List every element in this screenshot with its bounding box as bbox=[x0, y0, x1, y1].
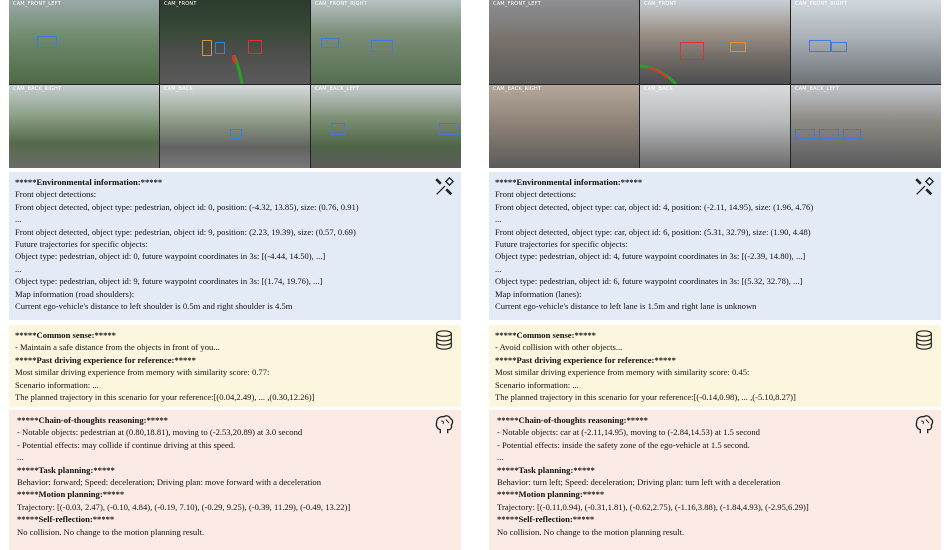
text-line: ... bbox=[495, 263, 502, 274]
text-line: *****Chain-of-thoughts reasoning:***** bbox=[497, 415, 648, 425]
text-line: Front object detections: bbox=[495, 189, 577, 200]
text-line: Front object detections: bbox=[15, 189, 97, 200]
text-line: ... bbox=[497, 452, 504, 463]
camera-view: CAM_FRONT_LEFT bbox=[489, 0, 639, 84]
text-line: *****Past driving experience for reference:***** bbox=[495, 354, 676, 365]
text-line: *****Task planning:***** bbox=[497, 464, 595, 475]
camera-view: CAM_BACK_LEFT bbox=[311, 85, 461, 168]
text-line: ... bbox=[15, 214, 22, 225]
example-left bbox=[9, 0, 461, 550]
text-line: Object type: pedestrian, object id: 4, future waypoint coordinates in 3s: [(-2.39, 14.80), ...] bbox=[495, 251, 806, 262]
camera-view: CAM_FRONT_RIGHT bbox=[791, 0, 941, 84]
camera-view: CAM_FRONT bbox=[160, 0, 310, 84]
database-icon bbox=[913, 329, 935, 351]
database-icon bbox=[433, 329, 455, 351]
common-sense-panel-right bbox=[489, 325, 941, 407]
tools-icon bbox=[433, 176, 455, 198]
text-line: ... bbox=[15, 263, 22, 274]
text-line: Object type: pedestrian, object id: 0, future waypoint coordinates in 3s: [(-4.44, 14.50), ...] bbox=[15, 251, 326, 262]
text-line: - Potential effects: inside the safety zone of the ego-vehicle at 1.5 second. bbox=[497, 439, 750, 450]
text-line: *****Past driving experience for reference:***** bbox=[15, 354, 196, 365]
text-line: Current ego-vehicle's distance to left shoulder is 0.5m and right shoulder is 4.5m bbox=[15, 301, 293, 312]
text-line: ... bbox=[495, 214, 502, 225]
text-line: *****Environmental information:***** bbox=[495, 177, 643, 187]
reasoning-panel-right bbox=[489, 410, 941, 550]
camera-view: CAM_BACK bbox=[160, 85, 310, 168]
camera-view: CAM_BACK_LEFT bbox=[791, 85, 941, 168]
text-line: No collision. No change to the motion planning result. bbox=[17, 526, 205, 537]
camera-view: CAM_FRONT_RIGHT bbox=[311, 0, 461, 84]
text-line: Behavior: turn left; Speed: deceleration; Driving plan: turn left with a deceleration bbox=[497, 477, 781, 488]
reasoning-panel-left bbox=[9, 410, 461, 550]
text-line: Object type: pedestrian, object id: 6, future waypoint coordinates in 3s: [(5.32, 32.78), ...] bbox=[495, 276, 803, 287]
text-line: Front object detected, object type: car, object id: 4, position: (-2.11, 14.95), size: (1.96, 4.76) bbox=[495, 201, 814, 212]
text-line: Behavior: forward; Speed: deceleration; Driving plan: move forward with a deceleration bbox=[17, 477, 322, 488]
example-right bbox=[489, 0, 941, 550]
camera-view: CAM_FRONT_LEFT bbox=[9, 0, 159, 84]
text-line: *****Environmental information:***** bbox=[15, 177, 163, 187]
text-line: Scenario information: ... bbox=[15, 379, 99, 390]
tools-icon bbox=[913, 176, 935, 198]
text-line: Map information (lanes): bbox=[495, 288, 582, 299]
text-line: *****Common sense:***** bbox=[495, 330, 596, 340]
text-line: Object type: pedestrian, object id: 9, future waypoint coordinates in 3s: [(1.74, 19.76), ...] bbox=[15, 276, 323, 287]
text-line: *****Self-reflection:***** bbox=[497, 514, 595, 525]
environment-panel-left bbox=[9, 172, 461, 320]
text-line: - Notable objects: car at (-2.11,14.95), moving to (-2.84,14.53) at 1.5 second bbox=[497, 427, 760, 438]
camera-view: CAM_BACK bbox=[640, 85, 790, 168]
common-sense-panel-left bbox=[9, 325, 461, 407]
text-line: The planned trajectory in this scenario for your reference:[(-0.14,0.98), ... ,(-5.10,8.27)] bbox=[495, 392, 796, 403]
text-line: *****Motion planning:***** bbox=[497, 489, 605, 500]
environment-panel-right bbox=[489, 172, 941, 320]
text-line: ... bbox=[17, 452, 24, 463]
text-line: - Maintain a safe distance from the objects in front of you... bbox=[15, 342, 220, 353]
text-line: Front object detected, object type: pedestrian, object id: 0, position: (-4.32, 13.85), size: (0.76, 0.91) bbox=[15, 201, 359, 212]
text-line: Current ego-vehicle's distance to left lane is 1.5m and right lane is unknown bbox=[495, 301, 757, 312]
text-line: - Notable objects: pedestrian at (0.80,18.81), moving to (-2.53,20.89) at 3.0 second bbox=[17, 427, 303, 438]
text-line: Front object detected, object type: car, object id: 6, position: (5.31, 32.79), size: (1.90, 4.48) bbox=[495, 226, 811, 237]
camera-view: CAM_FRONT bbox=[640, 0, 790, 84]
text-line: Scenario information: ... bbox=[495, 379, 579, 390]
text-line: The planned trajectory in this scenario for your reference:[(0.04,2.49), ... ,(0.30,12.26)] bbox=[15, 392, 315, 403]
brain-icon bbox=[913, 414, 935, 436]
text-line: - Potential effects: may collide if continue driving at this speed. bbox=[17, 439, 236, 450]
camera-view: CAM_BACK_RIGHT bbox=[9, 85, 159, 168]
text-line: - Avoid collision with other objects... bbox=[495, 342, 623, 353]
camera-view: CAM_BACK_RIGHT bbox=[489, 85, 639, 168]
text-line: *****Task planning:***** bbox=[17, 464, 115, 475]
text-line: Front object detected, object type: pedestrian, object id: 9, position: (2.23, 19.39), size: (0.57, 0.69) bbox=[15, 226, 356, 237]
text-line: Trajectory: [(-0.11,0.94), (-0.31,1.81), (-0.62,2.75), (-1.16,3.88), (-1.84,4.93), (-2.95,6.29)] bbox=[497, 501, 809, 512]
camera-grid-right bbox=[489, 0, 941, 168]
camera-grid-left bbox=[9, 0, 461, 168]
text-line: Trajectory: [(-0.03, 2.47), (-0.10, 4.84), (-0.19, 7.10), (-0.29, 9.25), (-0.39, 11.29), (-0.49, 13.22)] bbox=[17, 501, 351, 512]
text-line: *****Self-reflection:***** bbox=[17, 514, 115, 525]
text-line: No collision. No change to the motion planning result. bbox=[497, 526, 685, 537]
text-line: Map information (road shoulders): bbox=[15, 288, 135, 299]
brain-icon bbox=[433, 414, 455, 436]
text-line: *****Common sense:***** bbox=[15, 330, 116, 340]
text-line: Future trajectories for specific objects: bbox=[15, 239, 148, 250]
text-line: *****Motion planning:***** bbox=[17, 489, 125, 500]
text-line: Most similar driving experience from memory with similarity score: 0.45: bbox=[495, 367, 750, 378]
text-line: Future trajectories for specific objects: bbox=[495, 239, 628, 250]
text-line: Most similar driving experience from memory with similarity score: 0.77: bbox=[15, 367, 270, 378]
text-line: *****Chain-of-thoughts reasoning:***** bbox=[17, 415, 168, 425]
